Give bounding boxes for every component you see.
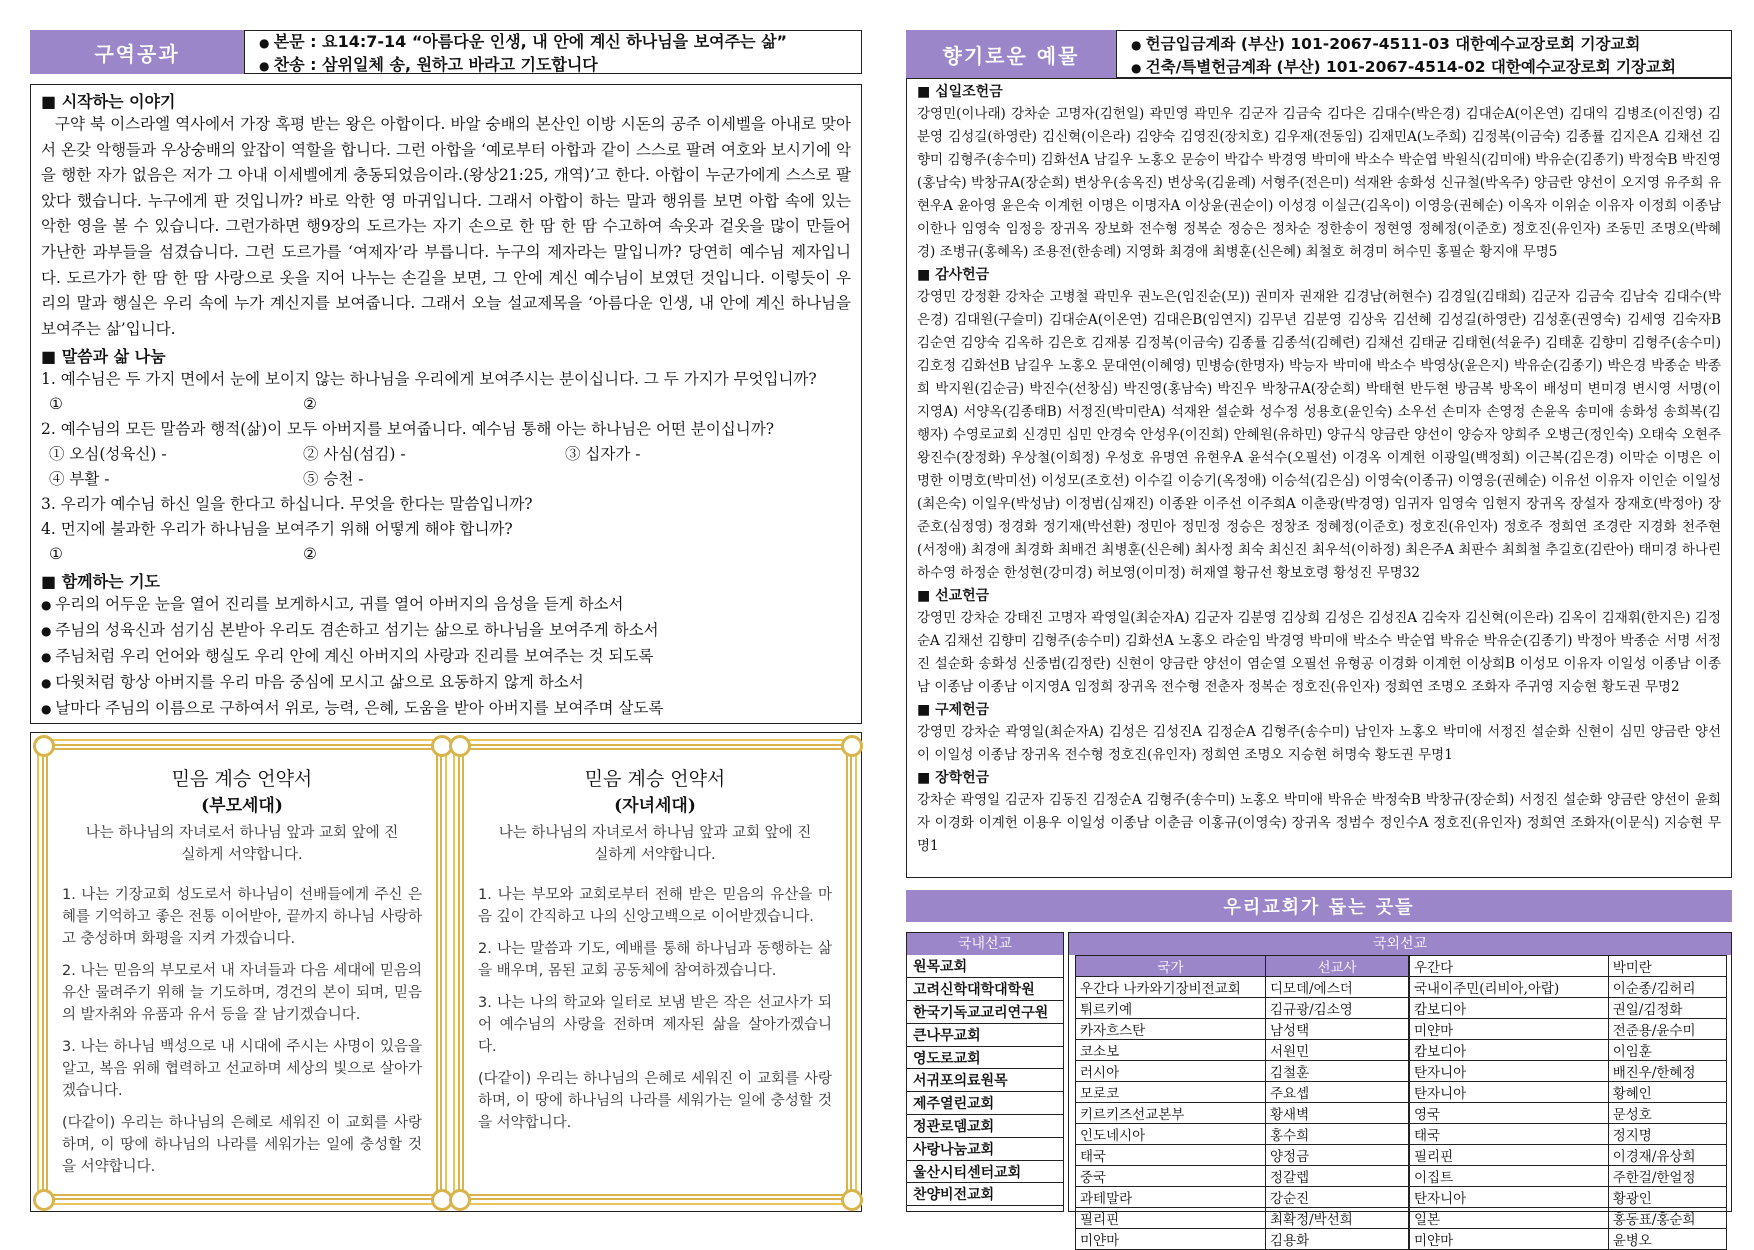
mission-missionary: 서원민 xyxy=(1266,1040,1409,1061)
mission-row xyxy=(1410,1019,1727,1040)
prayer-item: ● 주님처럼 우리 언어와 행실도 우리 안에 계신 아버지의 사랑과 진리를 보여주는 것 되도록 xyxy=(41,644,851,670)
mission-country: 탄자니아 xyxy=(1410,1061,1609,1082)
domestic-mission-item: 제주열린교회 xyxy=(907,1092,1063,1115)
answer-slot: ① 오심(성육신) - xyxy=(49,445,167,464)
mission-missionary: 양정금 xyxy=(1266,1145,1409,1166)
offering-heading: ■ 십일조헌금 xyxy=(917,81,1721,103)
hymn-text: ● 찬송 : 삼위일체 송, 원하고 바라고 기도합니다 xyxy=(259,54,847,77)
overseas-table-right xyxy=(1409,955,1727,1250)
account-text: ● 헌금입금계좌 (부산) 101-2067-4511-03 대한예수교장로회 기장교회 xyxy=(1131,33,1717,56)
ornament-icon xyxy=(841,735,863,757)
mission-country: 모로코 xyxy=(1076,1082,1266,1103)
mission-row xyxy=(1076,1145,1409,1166)
prayer-item: ● 날마다 주님의 이름으로 구하여서 위로, 능력, 은혜, 도움을 받아 아버지를 보여주며 살도록 xyxy=(41,696,851,722)
prayer-item: ● 우리의 어두운 눈을 열어 진리를 보게하시고, 귀를 열어 아버지의 음성을 듣게 하소서 xyxy=(41,592,851,618)
mission-row xyxy=(1410,998,1727,1019)
covenant-title: 믿음 계승 언약서 xyxy=(584,768,726,790)
prayer-item: ● 다윗처럼 항상 아버지를 우리 마음 중심에 모시고 삶으로 요동하지 않게 하소서 xyxy=(41,670,851,696)
domestic-mission-item: 정관로뎀교회 xyxy=(907,1115,1063,1138)
mission-country: 키르키즈선교본부 xyxy=(1076,1103,1266,1124)
question-1: 1. 예수님은 두 가지 면에서 눈에 보이지 않는 하나님을 우리에게 보여주시는 분이십니다. 그 두 가지가 무엇입니까? xyxy=(41,370,817,389)
prayer-heading: ■ 함께하는 기도 xyxy=(41,569,851,592)
mission-missionary: 정갈렙 xyxy=(1266,1166,1409,1187)
domestic-mission-item: 고려신학대학대학원 xyxy=(907,978,1063,1001)
mission-row xyxy=(1076,1103,1409,1124)
mission-missionary: 김철훈 xyxy=(1266,1061,1409,1082)
mission-row xyxy=(1076,1187,1409,1208)
ornament-icon xyxy=(33,735,55,757)
mission-country: 필리핀 xyxy=(1076,1208,1266,1229)
mission-missionary: 전준용/윤수미 xyxy=(1608,1019,1726,1040)
mission-country: 미얀마 xyxy=(1410,1229,1609,1250)
mission-missionary: 홍동표/홍순희 xyxy=(1608,1208,1726,1229)
lesson-box xyxy=(30,84,862,724)
mission-country: 캄보디아 xyxy=(1410,998,1609,1019)
domestic-mission-item: 울산시티센터교회 xyxy=(907,1160,1063,1183)
domestic-header: 국내선교 xyxy=(907,933,1063,955)
mission-missionary: 주한걸/한얼정 xyxy=(1608,1166,1726,1187)
domestic-mission-item: 한국기독교교리연구원 xyxy=(907,1001,1063,1024)
ornament-icon xyxy=(449,735,471,757)
mission-row xyxy=(1076,977,1409,998)
mission-missionary: 배진우/한혜정 xyxy=(1608,1061,1726,1082)
sharing-heading: ■ 말씀과 삶 나눔 xyxy=(41,344,851,367)
mission-row xyxy=(1410,1166,1727,1187)
offering-names: 강영민 강차순 곽영일(최순자A) 김성은 김성진A 김정순A 김형주(송수미) 남인자 노홍오 박미애 서정진 설순화 신현이 심민 양금란 양선이 이일성 이종남 장귀옥 전수형 정호진(유인자) 정희연 조명오 지승현 허명숙 황도권 무명1 xyxy=(917,724,1721,763)
covenant-item: 3. 나는 나의 학교와 일터로 보냄 받은 작은 선교사가 되어 예수님의 사랑을 전하며 제자된 삶을 살아가겠습니다. xyxy=(478,995,832,1055)
mission-missionary: 윤병오 xyxy=(1608,1229,1726,1250)
prayer-item: ● 주님의 성육신과 섬기심 본받아 우리도 겸손하고 섬기는 삶으로 하나님을 보여주게 하소서 xyxy=(41,618,851,644)
mission-row xyxy=(1410,1208,1727,1229)
mission-country: 코소보 xyxy=(1076,1040,1266,1061)
covenant-title: 믿음 계승 언약서 xyxy=(171,768,313,790)
mission-row xyxy=(1410,1103,1727,1124)
mission-country: 카자흐스탄 xyxy=(1076,1019,1266,1040)
mission-missionary: 홍수희 xyxy=(1266,1124,1409,1145)
overseas-table-left xyxy=(1075,955,1409,1250)
mission-country: 캄보디아 xyxy=(1410,1040,1609,1061)
covenant-item: 1. 나는 기장교회 성도로서 하나님이 선배들에게 주신 은혜를 기억하고 좋은 전통 이어받아, 끝까지 하나님 사랑하고 충성하며 화평을 지켜 가겠습니다. xyxy=(62,887,422,947)
domestic-mission-item: 원목교회 xyxy=(907,955,1063,978)
mission-missionary: 문성호 xyxy=(1608,1103,1726,1124)
mission-row xyxy=(1410,1082,1727,1103)
covenant-item: (다같이) 우리는 하나님의 은혜로 세워진 이 교회를 사랑하며, 이 땅에 하나님의 나라를 세워가는 일에 충성할 것을 서약합니다. xyxy=(62,1115,422,1175)
answer-slot: ② xyxy=(303,395,317,414)
question-4: 4. 먼지에 불과한 우리가 하나님을 보여주기 위해 어떻게 해야 합니까? xyxy=(41,520,513,539)
covenant-parents-card xyxy=(42,744,442,1200)
mission-row xyxy=(1410,1145,1727,1166)
mission-country: 중국 xyxy=(1076,1166,1266,1187)
mission-row xyxy=(1410,1040,1727,1061)
offering-heading: ■ 구제헌금 xyxy=(917,699,1721,721)
mission-missionary: 황광인 xyxy=(1608,1187,1726,1208)
mission-country: 우간다 xyxy=(1410,956,1609,977)
domestic-mission-item: 사랑나눔교회 xyxy=(907,1137,1063,1160)
mission-row xyxy=(1076,1019,1409,1040)
mission-row xyxy=(1410,1124,1727,1145)
offering-heading: ■ 선교헌금 xyxy=(917,585,1721,607)
answer-slot: ① xyxy=(49,395,63,414)
ornament-icon xyxy=(33,1189,55,1211)
mission-missionary: 박미란 xyxy=(1608,956,1726,977)
covenant-intro: 나는 하나님의 자녀로서 하나님 앞과 교회 앞에 진실하게 서약합니다. xyxy=(85,825,399,863)
mission-missionary: 정지명 xyxy=(1608,1124,1726,1145)
answer-slot: ② xyxy=(303,545,317,564)
mission-country: 미얀마 xyxy=(1076,1229,1266,1250)
mission-missionary: 황새벽 xyxy=(1266,1103,1409,1124)
mission-row xyxy=(1410,977,1727,998)
mission-country: 과테말라 xyxy=(1076,1187,1266,1208)
account-text: ● 건축/특별헌금계좌 (부산) 101-2067-4514-02 대한예수교장로회 기장교회 xyxy=(1131,56,1717,79)
mission-row xyxy=(1410,956,1727,977)
mission-country: 러시아 xyxy=(1076,1061,1266,1082)
mission-country: 필리핀 xyxy=(1410,1145,1609,1166)
covenant-children-card xyxy=(458,744,852,1200)
covenant-item: 2. 나는 믿음의 부모로서 내 자녀들과 다음 세대에 믿음의 유산 물려주기 위해 늘 기도하며, 경건의 본이 되며, 믿음의 발자취와 유품과 유서 등을 잘 남기겠습니다. xyxy=(62,963,422,1023)
covenant-item: 3. 나는 하나님 백성으로 내 시대에 주시는 사명이 있음을 알고, 복음 위해 협력하고 선교하며 세상의 빛으로 살아가겠습니다. xyxy=(62,1039,422,1099)
mission-missionary: 황혜인 xyxy=(1608,1082,1726,1103)
domestic-mission-item: 찬양비전교회 xyxy=(907,1183,1063,1206)
mission-row xyxy=(1076,998,1409,1019)
mission-missionary: 최확정/박선희 xyxy=(1266,1208,1409,1229)
answer-slot: ② 사심(섬김) - xyxy=(303,445,406,464)
covenant-item: (다같이) 우리는 하나님의 은혜로 세워진 이 교회를 사랑하며, 이 땅에 하나님의 나라를 세워가는 일에 충성할 것을 서약합니다. xyxy=(478,1071,832,1131)
missions-title: 우리교회가 돕는 곳들 xyxy=(906,890,1732,922)
mission-row xyxy=(1076,1124,1409,1145)
mission-country: 튀르키예 xyxy=(1076,998,1266,1019)
mission-missionary: 강순진 xyxy=(1266,1187,1409,1208)
domestic-mission-item: 큰나무교회 xyxy=(907,1023,1063,1046)
lesson-info xyxy=(244,30,862,74)
mission-missionary: 김용화 xyxy=(1266,1229,1409,1250)
mission-missionary: 주요셉 xyxy=(1266,1082,1409,1103)
covenant-item: 2. 나는 말씀과 기도, 예배를 통해 하나님과 동행하는 삶을 배우며, 몸된 교회 공동체에 참여하겠습니다. xyxy=(478,941,832,979)
question-4-answers xyxy=(41,542,851,567)
mission-country: 탄자니아 xyxy=(1410,1187,1609,1208)
offering-names: 강차순 곽영일 김군자 김동진 김정순A 김형주(송수미) 노홍오 박미애 박유순 박정숙B 박창규(장순희) 서정진 설순화 양금란 양선이 윤희자 이경화 이계헌 이용우 이일성 이종남 이춘금 이홍규(이영숙) 장귀옥 정범수 정인수A 정호진(유인자) 정희연 조화자(이문식) 지승현 무명1 xyxy=(917,792,1721,854)
overseas-missions xyxy=(1068,932,1732,1249)
mission-missionary: 이순종/김허리 xyxy=(1608,977,1726,998)
question-2-answers xyxy=(41,467,851,492)
domestic-mission-item: 영도로교회 xyxy=(907,1046,1063,1069)
mission-row xyxy=(1076,1208,1409,1229)
mission-country: 태국 xyxy=(1076,1145,1266,1166)
sermon-text: ● 본문 : 요14:7-14 “아름다운 인생, 내 안에 계신 하나님을 보여주는 삶” xyxy=(259,31,847,54)
ornament-icon xyxy=(449,1189,471,1211)
mission-country: 이집트 xyxy=(1410,1166,1609,1187)
section-title-offerings: 향기로운 예물 xyxy=(906,30,1116,78)
answer-slot: ① xyxy=(49,545,63,564)
mission-row xyxy=(1076,1061,1409,1082)
offering-heading: ■ 감사헌금 xyxy=(917,264,1721,286)
answer-slot: ⑤ 승천 - xyxy=(303,470,364,489)
prayer-list xyxy=(41,592,851,722)
mission-row xyxy=(1076,1082,1409,1103)
mission-country: 국내이주민(리비아,아랍) xyxy=(1410,977,1609,998)
mission-country: 우간다 나카와기장비전교회 xyxy=(1076,977,1266,998)
mission-row xyxy=(1410,1061,1727,1082)
mission-country: 일본 xyxy=(1410,1208,1609,1229)
ornament-icon xyxy=(841,1189,863,1211)
intro-heading: ■ 시작하는 이야기 xyxy=(41,89,851,112)
mission-country: 미얀마 xyxy=(1410,1019,1609,1040)
mission-row xyxy=(1410,1187,1727,1208)
mission-missionary: 이경재/유상희 xyxy=(1608,1145,1726,1166)
covenant-intro: 나는 하나님의 자녀로서 하나님 앞과 교회 앞에 진실하게 서약합니다. xyxy=(498,825,812,863)
mission-row xyxy=(1076,1229,1409,1250)
question-1-answers xyxy=(41,392,851,417)
overseas-header: 국외선교 xyxy=(1069,933,1731,955)
offering-names: 강영민(이나래) 강차순 고명자(김헌일) 곽민영 곽민우 김군자 김금숙 김다은 김대수(박은경) 김대순A(이온연) 김대익 김병조(이진영) 김분영 김성길(하영란) 김신혁(이은라) 김양숙 김영진(장치호) 김우재(전동임) 김재민A(노주희) 김정복(이금숙) 김종률 김지은A 김채선 김향미 김형주(송수미) 김화선A 남길우 노홍오 문승이 박갑수 박경영 박미애 박소수 박순엽 박원식(김미애) 박유순(김종기) 박정숙B 박진영(홍남숙) 박창규A(장순희) 변상우(송옥진) 변상욱(김윤례) 서형주(전은미) 석재완 송화성 신규철(박옥주) 양금란 양선이 오지영 유주희 유현우A 윤아영 윤은숙 이계헌 이명은 이명자A 이상윤(권순이) 이성경 이실근(김옥이) 이영응(권혜순) 이옥자 이위순 이유자 이정희 이종남 이한나 임영숙 임정응 장귀옥 장보화 전수형 정복순 정승은 정차순 정한송이 정현영 정혜정(이준호) 정호진(유인자) 조동민 조명오(박혜경) 조병규(홍혜옥) 조용전(한송례) 지영화 최경애 최병훈(신은혜) 최철호 허경미 허수민 홍필순 황지애 무명5 xyxy=(917,106,1721,260)
covenant-item: 1. 나는 부모와 교회로부터 전해 받은 믿음의 유산을 마음 깊이 간직하고 나의 신앙고백으로 이어받겠습니다. xyxy=(478,887,832,925)
mission-missionary: 남성택 xyxy=(1266,1019,1409,1040)
mission-missionary: 이임훈 xyxy=(1608,1040,1726,1061)
offering-names: 강영민 강정환 강차순 고병철 곽민우 권노은(임진순(모)) 권미자 권재완 김경남(허현수) 김경일(김태희) 김군자 김금숙 김남숙 김대수(박은경) 김대원(구슬미) 김대순A(이온연) 김대은B(임연지) 김무년 김분영 김상욱 김선혜 김성길(하영란) 김성훈(권영숙) 김세영 김숙자B 김순연 김양숙 김옥하 김은호 김재봉 김정복(이금숙) 김종률 김종석(김혜련) 김채선 김태균 김태현(석윤주) 김태훈 김향미 김형주(송수미) 김호정 김화선B 남길우 노홍오 문대연(이혜영) 민병승(한명자) 박능자 박미애 박소수 박영상(윤은지) 박유순(김종기) 박은경 박종순 박종희 박지원(김순금) 박진수(선창심) 박진영(홍남숙) 박진우 박창규A(장순희) 박태현 반두현 방금복 방옥이 배성미 변미경 변시영 서명(이지영A) 서양옥(김종태B) 서정진(박미란A) 석재완 설순화 성수정 성용호(윤인숙) 소우선 손미자 손영정 손윤옥 송미애 송화성 송희복(김행자) 수영로교회 신경민 심민 안경숙 안성우(이진희) 안혜원(유하민) 양규식 양금란 양선이 양승자 양희주 오병근(정인숙) 오태숙 오현주 왕진수(장정화) 우상철(이희정) 우성호 유명연 유현우A 윤석수(오필선) 이경옥 이계헌 이광일(백정희) 이근복(김은경) 이막순 이명은 이명한 이명호(박미선) 이성모(조호선) 이수길 이승기(옥정애) 이승석(김은심) 이영숙(이종규) 이영응(권혜순) 이유선 이유자 이인순 이일성(최은숙) 이일우(박성남) 이정범(심재진) 이종완 이주선 이주희A 이춘광(박경영) 임귀자 임영숙 임현지 장귀옥 장설자 장재호(박정아) 장준호(심정영) 정경화 정기재(박선환) 정민아 정민정 정승은 정창조 정혜정(이준호) 정호진(유인자) 정호주 정희연 조경란 지경화 천주현(서정애) 최경애 최경화 최배건 최병훈(신은혜) 최사정 최숙 최신진 최우석(이하정) 최은주A 최판수 최희철 추길호(김란아) 태미경 하나린 하수영 하정순 한성현(강미경) 허보영(이미정) 허재열 황규선 황보호령 황성진 무명32 xyxy=(917,289,1721,581)
column-header-country: 국가 xyxy=(1076,956,1266,977)
account-info xyxy=(1116,30,1732,78)
mission-country: 인도네시아 xyxy=(1076,1124,1266,1145)
domestic-table xyxy=(907,955,1063,1206)
intro-text: 구약 북 이스라엘 역사에서 가장 혹평 받는 왕은 아합이다. 바알 숭배의 본산인 이방 시돈의 공주 이세벨을 아내로 맞아서 온갖 악행들과 우상숭배의 앞잡이 역할을 합니다. 그런 아합을 ‘예로부터 아합과 같이 스스로 팔려 여호와 보시기에 악을 행한 자가 없음은 저가 그 아내 이세벨에게 충동되었음이라.(왕상21:25, 개역)’고 한다. 아합이 누군가에게 스스로 팔았다 했습니다. 누구에게 판 것입니까? 바로 악한 영 마귀입니다. 그래서 아합이 하는 말과 행위를 보면 아합 속에 있는 악한 영을 볼 수 있습니다. 그런가하면 행9장의 도르가는 자기 손으로 한 땀 한 땀 수고하여 속옷과 겉옷을 많이 만들어 가난한 과부들을 섬겼습니다. 그런 도르가를 ‘여제자’라 부릅니다. 누구의 제자라는 말입니까? 당연히 예수님 제자입니다. 도르가가 한 땀 한 땀 사랑으로 옷을 지어 나누는 손길을 보면, 그 안에 계신 예수님이 보였던 것입니다. 이렇듯이 우리의 말과 행실은 우리 속에 누가 계신지를 보여줍니다. 그래서 오늘 설교제목을 ‘아름다운 인생, 내 안에 계신 하나님을 보여주는 삶’입니다. xyxy=(41,115,851,338)
mission-missionary: 김규광/김소영 xyxy=(1266,998,1409,1019)
section-title-lesson: 구역공과 xyxy=(30,30,244,74)
mission-country: 영국 xyxy=(1410,1103,1609,1124)
mission-row xyxy=(1076,1166,1409,1187)
mission-missionary: 디모데/에스더 xyxy=(1266,977,1409,998)
answer-slot: ④ 부활 - xyxy=(49,470,110,489)
covenant-subtitle: (부모세대) xyxy=(201,796,283,816)
question-3: 3. 우리가 예수님 하신 일을 한다고 하십니다. 무엇을 한다는 말씀입니까? xyxy=(41,495,533,514)
mission-row xyxy=(1410,1229,1727,1250)
question-2-answers xyxy=(41,442,851,467)
domestic-mission-item: 서귀포의료원목 xyxy=(907,1069,1063,1092)
mission-missionary: 권일/김정화 xyxy=(1608,998,1726,1019)
offering-heading: ■ 장학헌금 xyxy=(917,767,1721,789)
column-header-missionary: 선교사 xyxy=(1266,956,1409,977)
mission-country: 탄자니아 xyxy=(1410,1082,1609,1103)
mission-row xyxy=(1076,1040,1409,1061)
offerings-box xyxy=(906,78,1732,878)
covenant-subtitle: (자녀세대) xyxy=(614,796,696,816)
offering-names: 강영민 강차순 강태진 고명자 곽영일(최순자A) 김군자 김분영 김상희 김성은 김성진A 김숙자 김신혁(이은라) 김옥이 김재휘(한지은) 김정순A 김채선 김향미 김형주(송수미) 김화선A 노홍오 라순임 박경영 박미애 박소수 박순엽 박유순 박유순(김종기) 박정아 박종순 서명 서정진 설순화 송화성 신중범(김정란) 신현이 양금란 양선이 염순열 오필선 유형공 이경화 이계헌 이상희B 이성모 이유자 이일성 이종남 이종남 이종남 이종남 이지영A 임정희 장귀옥 전수형 전춘자 정복순 정호진(유인자) 정희연 조명오 조화자 주귀영 지승현 황도권 무명2 xyxy=(917,610,1721,695)
question-2: 2. 예수님의 모든 말씀과 행적(삶)이 모두 아버지를 보여줍니다. 예수님 통해 아는 하나님은 어떤 분이십니까? xyxy=(41,420,775,439)
answer-slot: ③ 십자가 - xyxy=(565,445,641,464)
mission-country: 태국 xyxy=(1410,1124,1609,1145)
domestic-missions xyxy=(906,932,1064,1212)
